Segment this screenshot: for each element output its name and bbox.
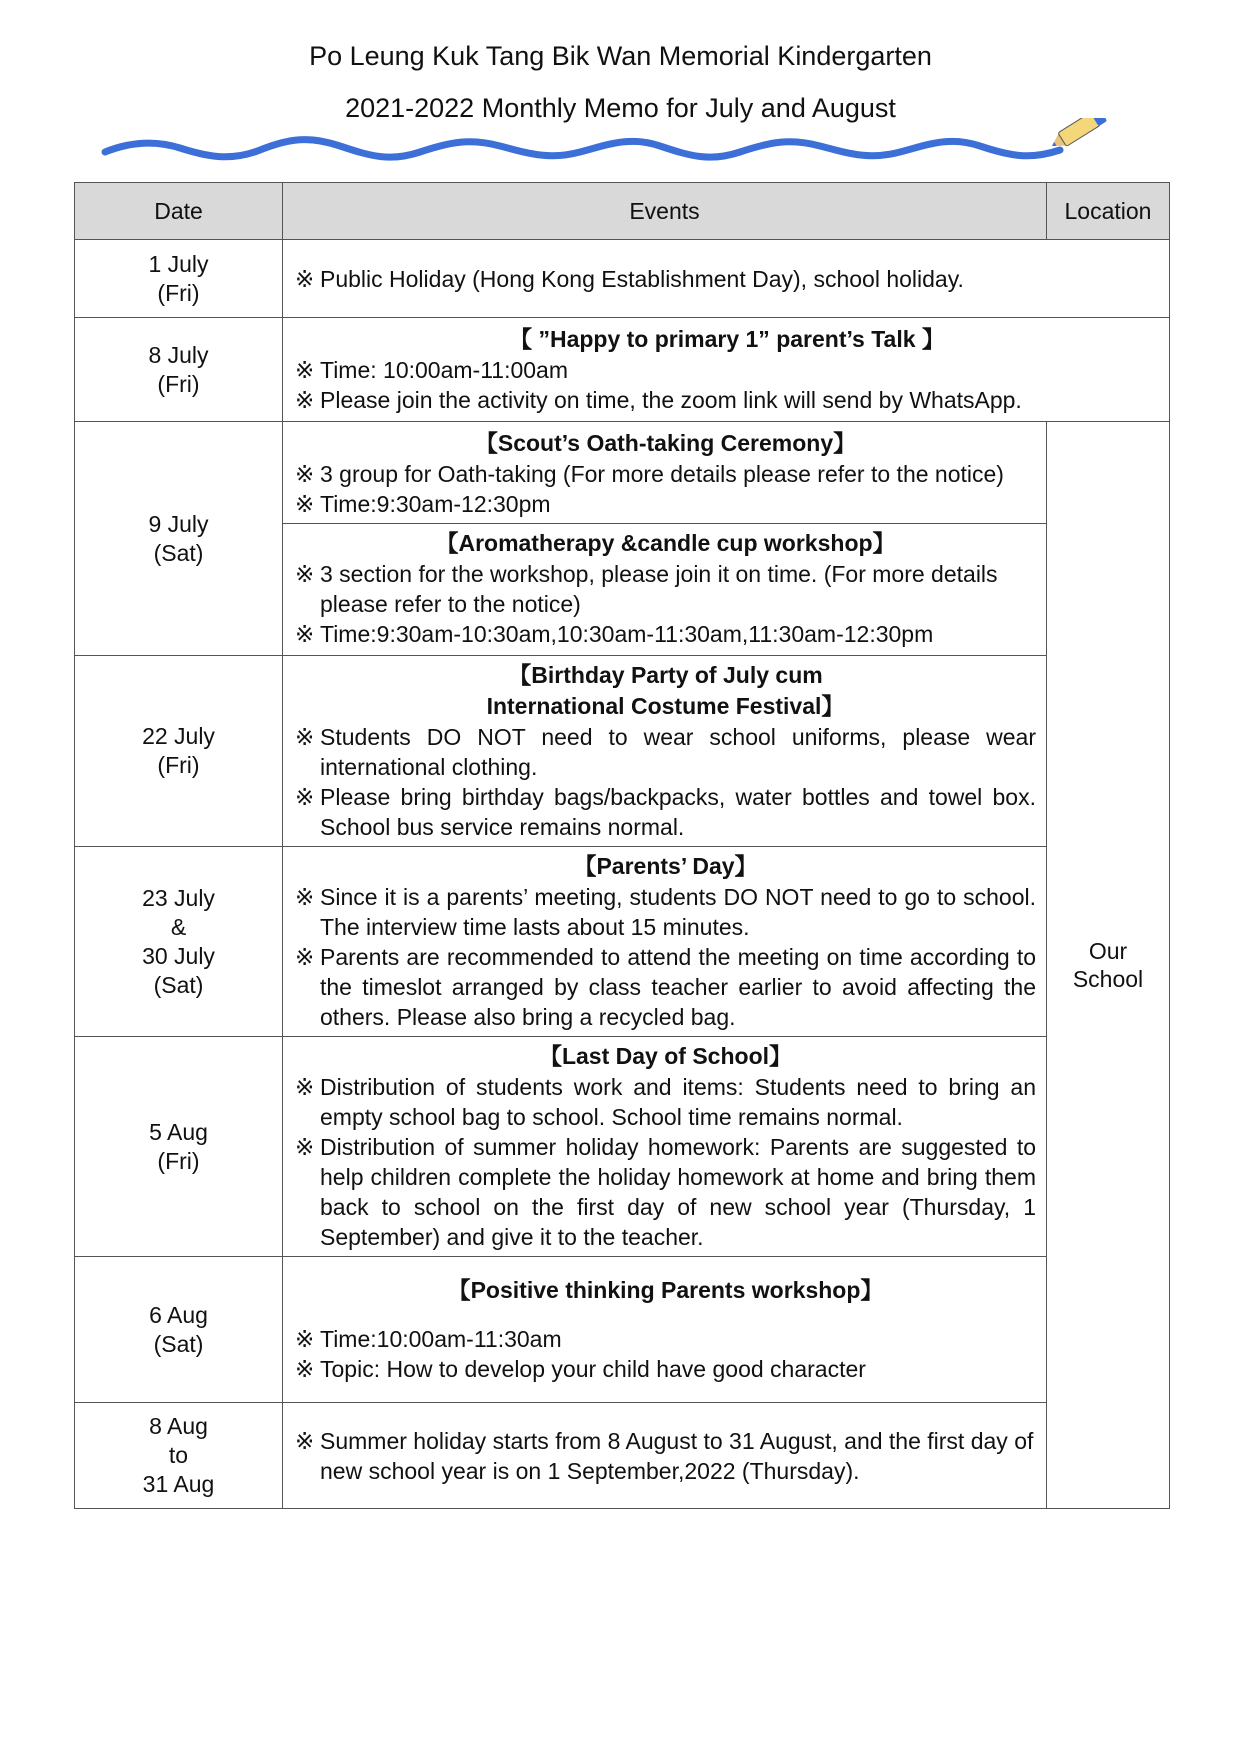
event-block — [283, 524, 1046, 653]
event-title-line: 【Parents’ Day】 — [573, 853, 758, 879]
date-text: 31 Aug — [142, 1471, 215, 1497]
reference-mark-icon: ※ — [295, 387, 315, 413]
event-title — [295, 851, 1036, 882]
date-cell — [75, 422, 283, 656]
date-cell — [75, 1037, 283, 1257]
event-title — [295, 1041, 1036, 1072]
date-text: (Fri) — [157, 370, 200, 397]
location-text: Our — [1088, 938, 1128, 964]
date-text: 1 July — [148, 250, 209, 277]
event-item-text: Time:10:00am-11:30am — [320, 1326, 562, 1352]
date-text: 6 Aug — [149, 1301, 208, 1328]
event-block — [283, 320, 1169, 419]
date-text: to — [168, 1442, 189, 1468]
event-item-text: Time:9:30am-12:30pm — [320, 491, 551, 517]
events-cell — [283, 847, 1047, 1037]
event-title-line: 【 ”Happy to primary 1” parent’s Talk 】 — [509, 326, 945, 352]
date-text: (Sat) — [153, 971, 204, 998]
event-title — [295, 1275, 1036, 1306]
event-item-text: 3 group for Oath-taking (For more details please refer to the notice) — [320, 461, 1004, 487]
reference-mark-icon: ※ — [295, 621, 315, 647]
event-title — [295, 324, 1159, 355]
event-item-text: Distribution of summer holiday homework: Parents are suggested to help children complete the holiday homework at home and bring them back to school on the first day of new school year (Thursday, 1 September) and give it to the teacher. — [320, 1134, 1036, 1250]
events-cell — [283, 1037, 1047, 1257]
date-cell — [75, 318, 283, 422]
date-text: 9 July — [148, 510, 209, 537]
event-item-text: Please join the activity on time, the zoom link will send by WhatsApp. — [320, 387, 1022, 413]
event-block — [283, 1037, 1046, 1256]
date-cell — [75, 656, 283, 847]
table-row — [75, 240, 1170, 318]
event-item-text: Summer holiday starts from 8 August to 31 August, and the first day of new school year is on 1 September,2022 (Thursday). — [320, 1427, 1034, 1484]
date-cell — [75, 240, 283, 318]
event-item-text: Public Holiday (Hong Kong Establishment Day), school holiday. — [320, 265, 964, 292]
table-row — [75, 1403, 1170, 1509]
date-text: (Sat) — [153, 1330, 204, 1357]
date-cell — [75, 1403, 283, 1509]
event-item — [295, 1132, 1036, 1252]
date-text: 22 July — [142, 723, 215, 749]
pencil-body — [1058, 118, 1100, 146]
date-text: (Fri) — [157, 279, 200, 306]
date-cell — [75, 1257, 283, 1403]
event-item-text: Students DO NOT need to wear school uniforms, please wear international clothing. — [320, 724, 1036, 780]
event-title-line: 【Birthday Party of July cum — [508, 662, 823, 688]
reference-mark-icon: ※ — [295, 461, 315, 487]
reference-mark-icon: ※ — [295, 724, 315, 750]
events-cell — [283, 240, 1170, 318]
table-row — [75, 1037, 1170, 1257]
event-title-line: 【Last Day of School】 — [538, 1043, 793, 1069]
event-item — [295, 722, 1036, 782]
event-item — [295, 355, 1159, 385]
event-item — [295, 459, 1036, 489]
event-title-line: 【Positive thinking Parents workshop】 — [447, 1277, 884, 1303]
date-text: (Sat) — [153, 539, 204, 566]
event-item — [295, 264, 1159, 294]
event-block — [283, 260, 1169, 298]
date-cell — [75, 847, 283, 1037]
location-text: School — [1072, 966, 1144, 992]
events-cell — [283, 318, 1170, 422]
column-header-location: Location — [1047, 183, 1170, 240]
reference-mark-icon: ※ — [295, 884, 315, 910]
table-row — [75, 1257, 1170, 1403]
event-item — [295, 1426, 1036, 1486]
date-text: 30 July — [142, 942, 215, 969]
date-text: (Fri) — [157, 1147, 200, 1174]
event-block — [283, 1422, 1046, 1490]
events-cell — [283, 1257, 1047, 1403]
reference-mark-icon: ※ — [295, 491, 315, 517]
event-item-text: Time: 10:00am-11:00am — [320, 357, 569, 383]
spacer — [295, 1306, 1036, 1324]
reference-mark-icon: ※ — [295, 944, 315, 970]
reference-mark-icon: ※ — [295, 1326, 315, 1352]
table-row — [75, 847, 1170, 1037]
event-item-text: 3 section for the workshop, please join it on time. (For more details please refer to the notice) — [320, 561, 998, 617]
event-title-line: 【Scout’s Oath-taking Ceremony】 — [474, 430, 857, 456]
date-text: 23 July — [142, 884, 215, 911]
events-cell — [283, 1403, 1047, 1509]
event-item-text: Since it is a parents’ meeting, students DO NOT need to go to school. The interview time lasts about 15 minutes. — [320, 884, 1036, 940]
event-block — [283, 656, 1046, 846]
table-header-row — [75, 183, 1170, 240]
event-block — [283, 424, 1046, 524]
events-cell — [283, 422, 1047, 656]
event-title — [295, 428, 1036, 459]
column-header-date: Date — [75, 183, 283, 240]
page-title: Po Leung Kuk Tang Bik Wan Memorial Kindergarten — [309, 41, 932, 71]
event-item — [295, 882, 1036, 942]
page-subtitle: 2021-2022 Monthly Memo for July and August — [345, 93, 896, 123]
date-text: 8 July — [148, 341, 209, 368]
event-item-text: Parents are recommended to attend the meeting on time according to the timeslot arranged by class teacher earlier to avoid affecting the others. Please also bring a recycled bag. — [320, 944, 1036, 1030]
table-row — [75, 318, 1170, 422]
event-item — [295, 1354, 1036, 1384]
reference-mark-icon: ※ — [295, 1134, 315, 1160]
event-item-text: Distribution of students work and items: Students need to bring an empty school bag to school. School time remains normal. — [320, 1074, 1036, 1130]
event-block — [283, 1271, 1046, 1388]
event-item-text: Time:9:30am-10:30am,10:30am-11:30am,11:30am-12:30pm — [320, 621, 934, 647]
event-item — [295, 782, 1036, 842]
date-text: & — [170, 913, 187, 940]
date-text: 5 Aug — [149, 1118, 208, 1145]
reference-mark-icon: ※ — [295, 561, 315, 587]
reference-mark-icon: ※ — [295, 357, 315, 383]
reference-mark-icon: ※ — [295, 1074, 315, 1100]
location-cell — [1047, 422, 1170, 1509]
memo-table — [74, 182, 1170, 1509]
reference-mark-icon: ※ — [295, 1356, 315, 1382]
wavy-line-pencil-icon — [100, 118, 1160, 178]
event-item — [295, 489, 1036, 519]
reference-mark-icon: ※ — [295, 1427, 315, 1454]
column-header-events: Events — [283, 183, 1047, 240]
event-item — [295, 942, 1036, 1032]
reference-mark-icon: ※ — [295, 784, 315, 810]
event-item-text: Topic: How to develop your child have good character — [320, 1356, 866, 1382]
event-item — [295, 619, 1036, 649]
event-title — [295, 528, 1036, 559]
reference-mark-icon: ※ — [295, 265, 315, 292]
event-title-line: 【Aromatherapy &candle cup workshop】 — [435, 530, 896, 556]
event-title-line: International Costume Festival】 — [486, 693, 845, 719]
event-item — [295, 559, 1036, 619]
event-item — [295, 1324, 1036, 1354]
wavy-line — [105, 140, 1060, 158]
event-item-text: Please bring birthday bags/backpacks, water bottles and towel box. School bus service remains normal. — [320, 784, 1036, 840]
date-text: 8 Aug — [149, 1413, 208, 1439]
event-item — [295, 1072, 1036, 1132]
table-row — [75, 422, 1170, 656]
events-cell — [283, 656, 1047, 847]
date-text: (Fri) — [157, 752, 200, 778]
table-row — [75, 656, 1170, 847]
event-item — [295, 385, 1159, 415]
event-block — [283, 847, 1046, 1036]
event-title — [295, 660, 1036, 722]
